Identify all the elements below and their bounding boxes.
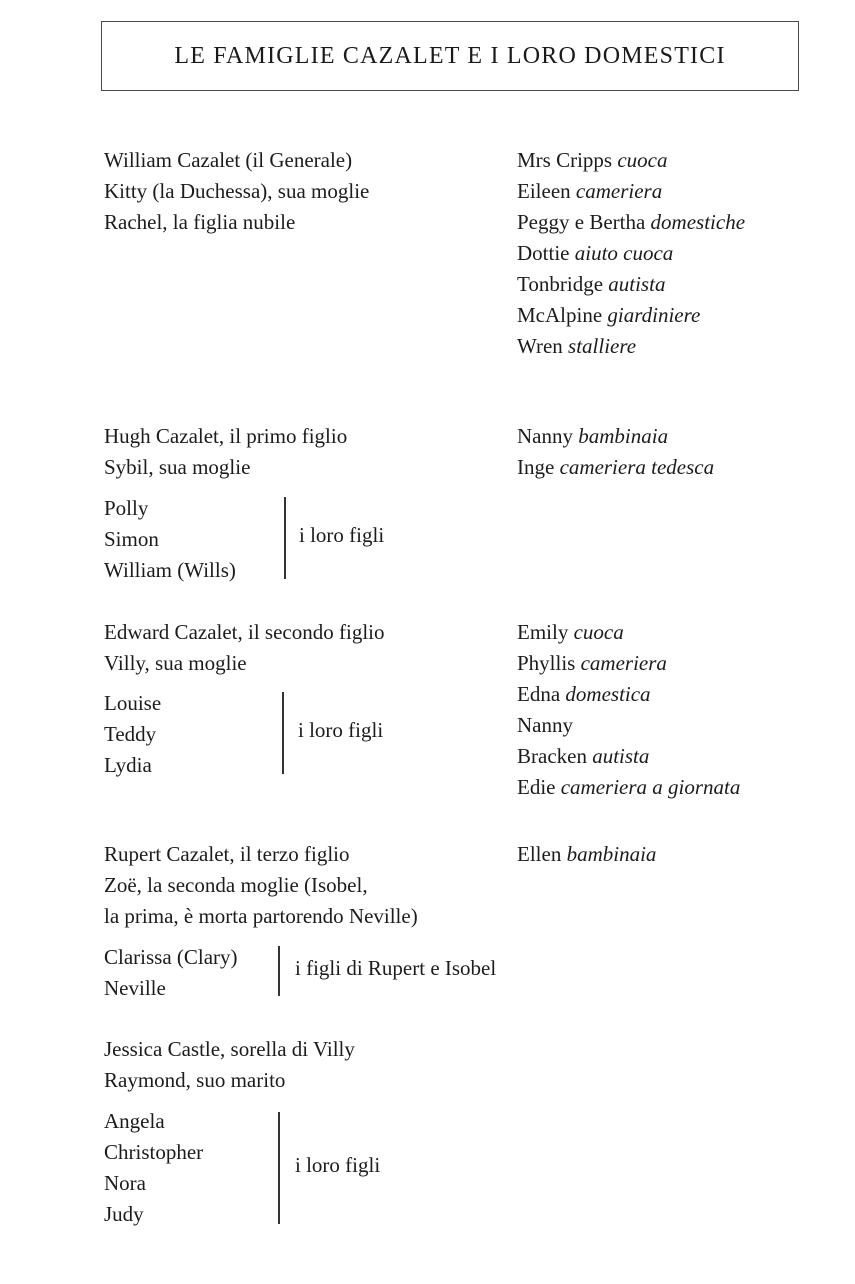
family-line: Villy, sua moglie	[104, 651, 247, 675]
servant-entry	[517, 238, 673, 269]
servant-entry	[517, 710, 573, 741]
servant-role: cameriera	[580, 651, 667, 675]
child-name: Clarissa (Clary)	[104, 945, 238, 969]
servant-role: autista	[592, 744, 650, 768]
servant-entry	[517, 300, 700, 331]
servant-entry	[517, 145, 668, 176]
servant-name: Mrs Cripps	[517, 148, 613, 172]
servant-role: giardiniere	[607, 303, 701, 327]
servant-role: domestica	[565, 682, 651, 706]
child-name: Louise	[104, 691, 162, 715]
servant-entry	[517, 331, 636, 362]
servant-entry	[517, 741, 649, 772]
servant-name: Dottie	[517, 241, 570, 265]
children-label: i loro figli	[299, 523, 385, 547]
servant-entry	[517, 617, 624, 648]
page-title: LE FAMIGLIE CAZALET E I LORO DOMESTICI	[174, 42, 726, 69]
servant-entry	[517, 648, 667, 679]
child-name: Lydia	[104, 753, 152, 777]
child-name: Simon	[104, 527, 159, 551]
servant-name: McAlpine	[517, 303, 603, 327]
servant-name: Eileen	[517, 179, 571, 203]
servant-entry	[517, 452, 714, 483]
servant-entry	[517, 772, 740, 803]
servant-entry	[517, 207, 745, 238]
family-line: Sybil, sua moglie	[104, 455, 251, 479]
family-line: Rupert Cazalet, il terzo figlio	[104, 842, 350, 866]
child-name: Nora	[104, 1171, 146, 1195]
child-name: Christopher	[104, 1140, 204, 1164]
children-label: i loro figli	[298, 718, 384, 742]
servant-role: bambinaia	[578, 424, 669, 448]
child-name: Teddy	[104, 722, 157, 746]
servant-name: Peggy e Bertha	[517, 210, 646, 234]
servant-role: cameriera a giornata	[560, 775, 741, 799]
family-line: Hugh Cazalet, il primo figlio	[104, 424, 348, 448]
servant-name: Edna	[517, 682, 561, 706]
children-label: i figli di Rupert e Isobel	[295, 956, 497, 980]
servant-role: bambinaia	[566, 842, 657, 866]
bracket-divider	[284, 497, 286, 579]
servant-role: stalliere	[568, 334, 637, 358]
servant-name: Edie	[517, 775, 556, 799]
child-name: Polly	[104, 496, 149, 520]
servant-name: Emily	[517, 620, 569, 644]
title-box	[101, 21, 799, 91]
servant-name: Inge	[517, 455, 555, 479]
bracket-divider	[278, 1112, 280, 1224]
servant-name: Nanny	[517, 424, 573, 448]
servant-role: autista	[608, 272, 666, 296]
child-name: Judy	[104, 1202, 144, 1226]
servant-name: Wren	[517, 334, 563, 358]
family-line: Jessica Castle, sorella di Villy	[104, 1037, 355, 1061]
servant-role: domestiche	[650, 210, 746, 234]
bracket-divider	[278, 946, 280, 996]
family-line: la prima, è morta partorendo Neville)	[104, 904, 418, 928]
servant-entry	[517, 839, 656, 870]
family-line: William Cazalet (il Generale)	[104, 148, 353, 172]
family-line: Raymond, suo marito	[104, 1068, 286, 1092]
child-name: William (Wills)	[104, 558, 236, 582]
children-label: i loro figli	[295, 1153, 381, 1177]
family-line: Kitty (la Duchessa), sua moglie	[104, 179, 370, 203]
servant-role: cameriera tedesca	[559, 455, 715, 479]
family-line: Zoë, la seconda moglie (Isobel,	[104, 873, 368, 897]
servant-name: Ellen	[517, 842, 562, 866]
servant-name: Bracken	[517, 744, 587, 768]
servant-role: cameriera	[575, 179, 663, 203]
servant-role: cuoca	[617, 148, 668, 172]
servant-name: Tonbridge	[517, 272, 604, 296]
servant-entry	[517, 269, 665, 300]
servant-entry	[517, 679, 651, 710]
servant-name: Phyllis	[517, 651, 576, 675]
servant-name: Nanny	[517, 713, 573, 737]
bracket-divider	[282, 692, 284, 774]
family-line: Edward Cazalet, il secondo figlio	[104, 620, 385, 644]
child-name: Angela	[104, 1109, 165, 1133]
servant-entry	[517, 176, 662, 207]
family-line: Rachel, la figlia nubile	[104, 210, 296, 234]
servant-entry	[517, 421, 668, 452]
servant-role: aiuto cuoca	[574, 241, 674, 265]
child-name: Neville	[104, 976, 166, 1000]
servant-role: cuoca	[573, 620, 624, 644]
